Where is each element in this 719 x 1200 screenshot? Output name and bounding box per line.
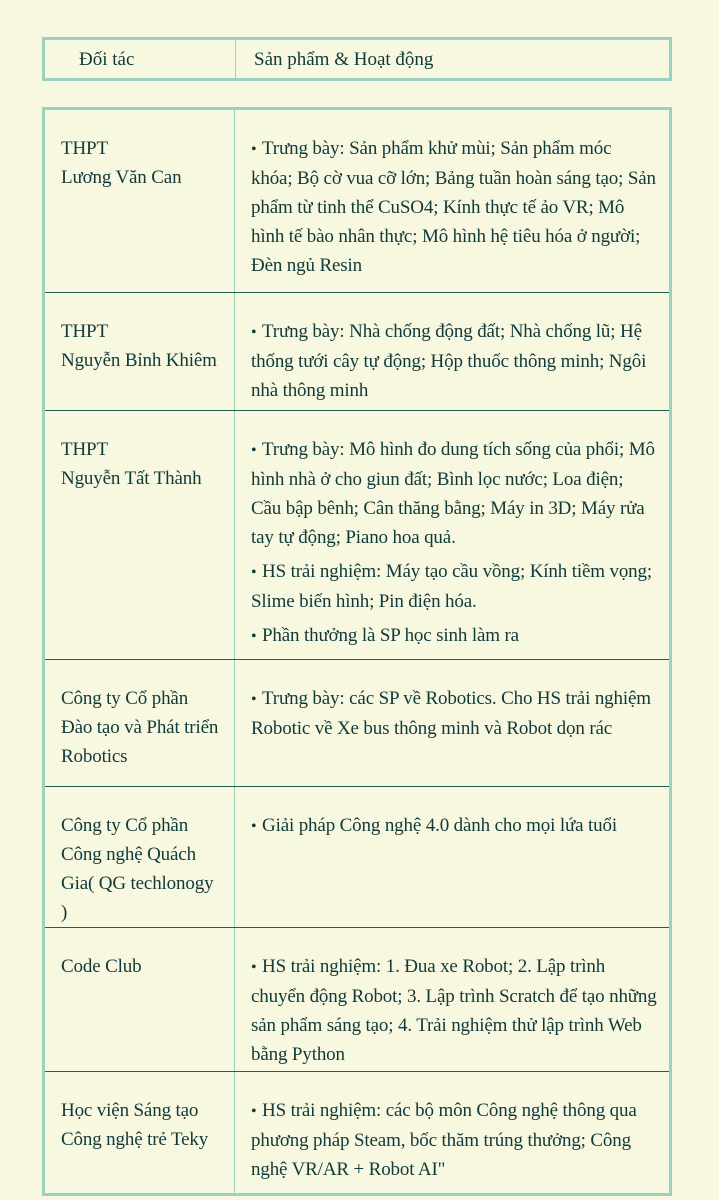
partner-cell — [44, 109, 235, 293]
activities-cell — [235, 109, 671, 293]
partner-name-line: THPT — [61, 321, 108, 342]
bullet-icon: • — [251, 1103, 257, 1120]
activities-cell — [235, 411, 671, 660]
partner-name-line: Nguyễn Tất Thành — [61, 468, 202, 489]
bullet-icon: • — [251, 564, 257, 581]
activities-cell — [235, 787, 671, 928]
table-header — [42, 37, 672, 81]
partner-cell — [44, 787, 235, 928]
partner-name-line: THPT — [61, 138, 108, 159]
activity-text: Trưng bày: Nhà chống động đất; Nhà chống lũ; Hệ thống tưới cây tự động; Hộp thuốc thông minh; Ngôi nhà thông minh — [251, 321, 647, 401]
activity-text: Trưng bày: các SP về Robotics. Cho HS trải nghiệm Robotic về Xe bus thông minh và Robot dọn rác — [251, 688, 651, 739]
activity-text: HS trải nghiệm: các bộ môn Công nghệ thông qua phương pháp Steam, bốc thăm trúng thưởng; Công nghệ VR/AR + Robot AI" — [251, 1100, 637, 1180]
partner-name-line: Robotics — [61, 746, 128, 767]
partner-cell — [44, 293, 235, 411]
activity-text: HS trải nghiệm: 1. Đua xe Robot; 2. Lập trình chuyển động Robot; 3. Lập trình Scratch để tạo những sản phẩm sáng tạo; 4. Trải nghiệm thử lập trình Web bằng Python — [251, 956, 657, 1065]
activity-text: Phần thưởng là SP học sinh làm ra — [262, 625, 519, 646]
table-row — [44, 1072, 671, 1195]
activity-item — [251, 557, 657, 616]
table-row — [44, 928, 671, 1072]
activity-item — [251, 621, 657, 651]
activities-cell — [235, 293, 671, 411]
table-row — [44, 109, 671, 293]
partner-name-line: Công nghệ trẻ Teky — [61, 1129, 209, 1150]
activity-item — [251, 684, 657, 743]
activity-item — [251, 134, 657, 280]
table-row — [44, 787, 671, 928]
partners-table — [42, 107, 672, 1196]
activity-text: Trưng bày: Sản phẩm khử mùi; Sản phẩm móc khóa; Bộ cờ vua cỡ lớn; Bảng tuần hoàn sáng tạo; Sản phẩm từ tinh thể CuSO4; Kính thực tế ảo VR; Mô hình tế bào nhân thực; Mô hình hệ tiêu hóa ở người; Đèn ngủ Resin — [251, 138, 656, 276]
activities-cell — [235, 1072, 671, 1195]
partner-cell — [44, 928, 235, 1072]
bullet-icon: • — [251, 959, 257, 976]
activities-cell — [235, 928, 671, 1072]
activity-text: Trưng bày: Mô hình đo dung tích sống của phổi; Mô hình nhà ở cho giun đất; Bình lọc nước; Loa điện; Cầu bập bênh; Cân thăng bằng; Máy in 3D; Máy rửa tay tự động; Piano hoa quả. — [251, 439, 655, 548]
activities-cell — [235, 660, 671, 787]
partner-name-line: Công ty Cổ phần — [61, 815, 189, 836]
table-row — [44, 293, 671, 411]
partner-name-line: THPT — [61, 439, 108, 460]
activity-item — [251, 317, 657, 405]
table-row — [44, 411, 671, 660]
partner-name-line: Học viện Sáng tạo — [61, 1100, 199, 1121]
header-products: Sản phẩm & Hoạt động — [254, 48, 434, 70]
partner-name-line: Code Club — [61, 956, 142, 977]
partner-cell — [44, 411, 235, 660]
partner-cell — [44, 1072, 235, 1195]
activity-text: Giải pháp Công nghệ 4.0 dành cho mọi lứa tuổi — [262, 815, 617, 836]
bullet-icon: • — [251, 818, 257, 835]
bullet-icon: • — [251, 141, 257, 158]
bullet-icon: • — [251, 691, 257, 708]
activity-item — [251, 435, 657, 552]
header-partner: Đối tác — [45, 40, 236, 78]
activity-item — [251, 811, 657, 841]
partner-name-line: Công nghệ Quách — [61, 844, 196, 865]
partner-name-line: Đào tạo và Phát triển — [61, 717, 219, 738]
partner-name-line: Gia( QG techlonogy ) — [61, 873, 214, 923]
partner-name-line: Công ty Cổ phần — [61, 688, 189, 709]
bullet-icon: • — [251, 324, 257, 341]
bullet-icon: • — [251, 442, 257, 459]
partner-cell — [44, 660, 235, 787]
table-row — [44, 660, 671, 787]
activity-item — [251, 1096, 657, 1184]
activity-item — [251, 952, 657, 1069]
activity-text: HS trải nghiệm: Máy tạo cầu vồng; Kính tiềm vọng; Slime biến hình; Pin điện hóa. — [251, 561, 653, 612]
bullet-icon: • — [251, 628, 257, 645]
partner-name-line: Nguyễn Bỉnh Khiêm — [61, 350, 217, 371]
partner-name-line: Lương Văn Can — [61, 167, 182, 188]
